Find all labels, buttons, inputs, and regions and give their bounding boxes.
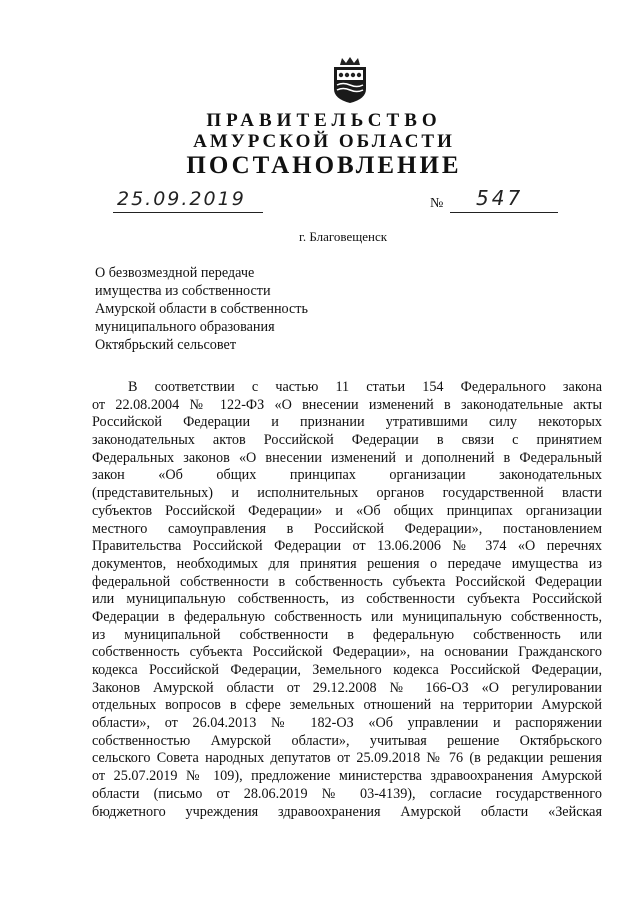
body-line: Российской Федерации и признании утратившими силу некоторых — [92, 414, 602, 431]
body-line: Правительства Российской Федерации от 13.06.2006 № 374 «О перечнях — [92, 538, 602, 555]
org-name-line1: ПРАВИТЕЛЬСТВО — [206, 110, 442, 131]
body-line: собственность субъекта Российской Федерации», на основании Гражданского — [92, 644, 602, 661]
body-line: от 22.08.2004 № 122-ФЗ «О внесении изменений в законодательные акты — [92, 396, 602, 413]
document-body — [92, 379, 602, 821]
number-label: № — [430, 196, 444, 211]
body-line: В соответствии с частью 11 статьи 154 Федерального закона — [128, 379, 602, 395]
body-line: собственностью Амурской области», учитывая решение Октябрьского — [92, 732, 602, 749]
subject-line: имущества из собственности — [95, 283, 271, 299]
document-number: 547 — [476, 186, 524, 210]
body-line: от 25.07.2019 № 109), предложение министерства здравоохранения Амурской — [92, 768, 602, 785]
body-line: Федерации в федеральную собственность или муниципальную собственность, — [92, 608, 602, 625]
date-underline — [113, 212, 263, 213]
body-line: бюджетного учреждения здравоохранения Амурской области «Зейская — [92, 803, 602, 820]
subject-line: О безвозмездной передаче — [95, 265, 255, 281]
body-line: федеральной собственности в собственность субъекта Российской Федерации — [92, 573, 602, 590]
body-line: области (письмо от 28.06.2019 № 03-4139), согласие государственного — [92, 785, 602, 802]
subject-line: Октябрьский сельсовет — [95, 337, 237, 353]
body-line: местного самоуправления в Российской Федерации», постановлением — [92, 520, 602, 537]
document-subject — [95, 264, 375, 354]
body-line: законодательных актов Российской Федерации в связи с принятием — [92, 432, 602, 449]
body-line: сельского Совета народных депутатов от 25.09.2018 № 76 (в редакции решения — [92, 750, 602, 767]
body-line: отдельных вопросов в сфере земельных отношений на территории Амурской — [92, 697, 602, 714]
org-name-line2: АМУРСКОЙ ОБЛАСТИ — [193, 131, 455, 152]
body-line: документов, необходимых для принятия решения о передаче имущества из — [92, 555, 602, 572]
body-line: области», от 26.04.2013 № 182-ОЗ «Об управлении и распоряжении — [92, 715, 602, 732]
body-line: из муниципальной собственности в федеральную собственность или — [92, 626, 602, 643]
body-line: закон «Об общих принципах организации законодательных — [92, 467, 602, 484]
coat-of-arms-icon — [328, 55, 372, 105]
body-line: кодекса Российской Федерации, Земельного кодекса Российской Федерации, — [92, 662, 602, 678]
body-line: субъектов Российской Федерации» и «Об общих принципах организации — [92, 502, 602, 519]
subject-line: муниципального образования — [95, 319, 275, 335]
document-date: 25.09.2019 — [117, 188, 246, 210]
body-line: Федеральных законов «О внесении изменений и дополнений в Федеральный — [92, 449, 602, 466]
subject-line: Амурской области в собственность — [95, 301, 308, 317]
body-line: (представительных) и исполнительных органов государственной власти — [92, 485, 602, 502]
body-line: Законов Амурской области от 29.12.2008 № 166-ОЗ «О регулировании — [92, 679, 602, 696]
number-underline — [450, 212, 558, 213]
body-line: или муниципальную собственность, из собственности субъекта Российской — [92, 591, 602, 608]
document-type: ПОСТАНОВЛЕНИЕ — [186, 152, 462, 179]
city: г. Благовещенск — [298, 229, 388, 244]
